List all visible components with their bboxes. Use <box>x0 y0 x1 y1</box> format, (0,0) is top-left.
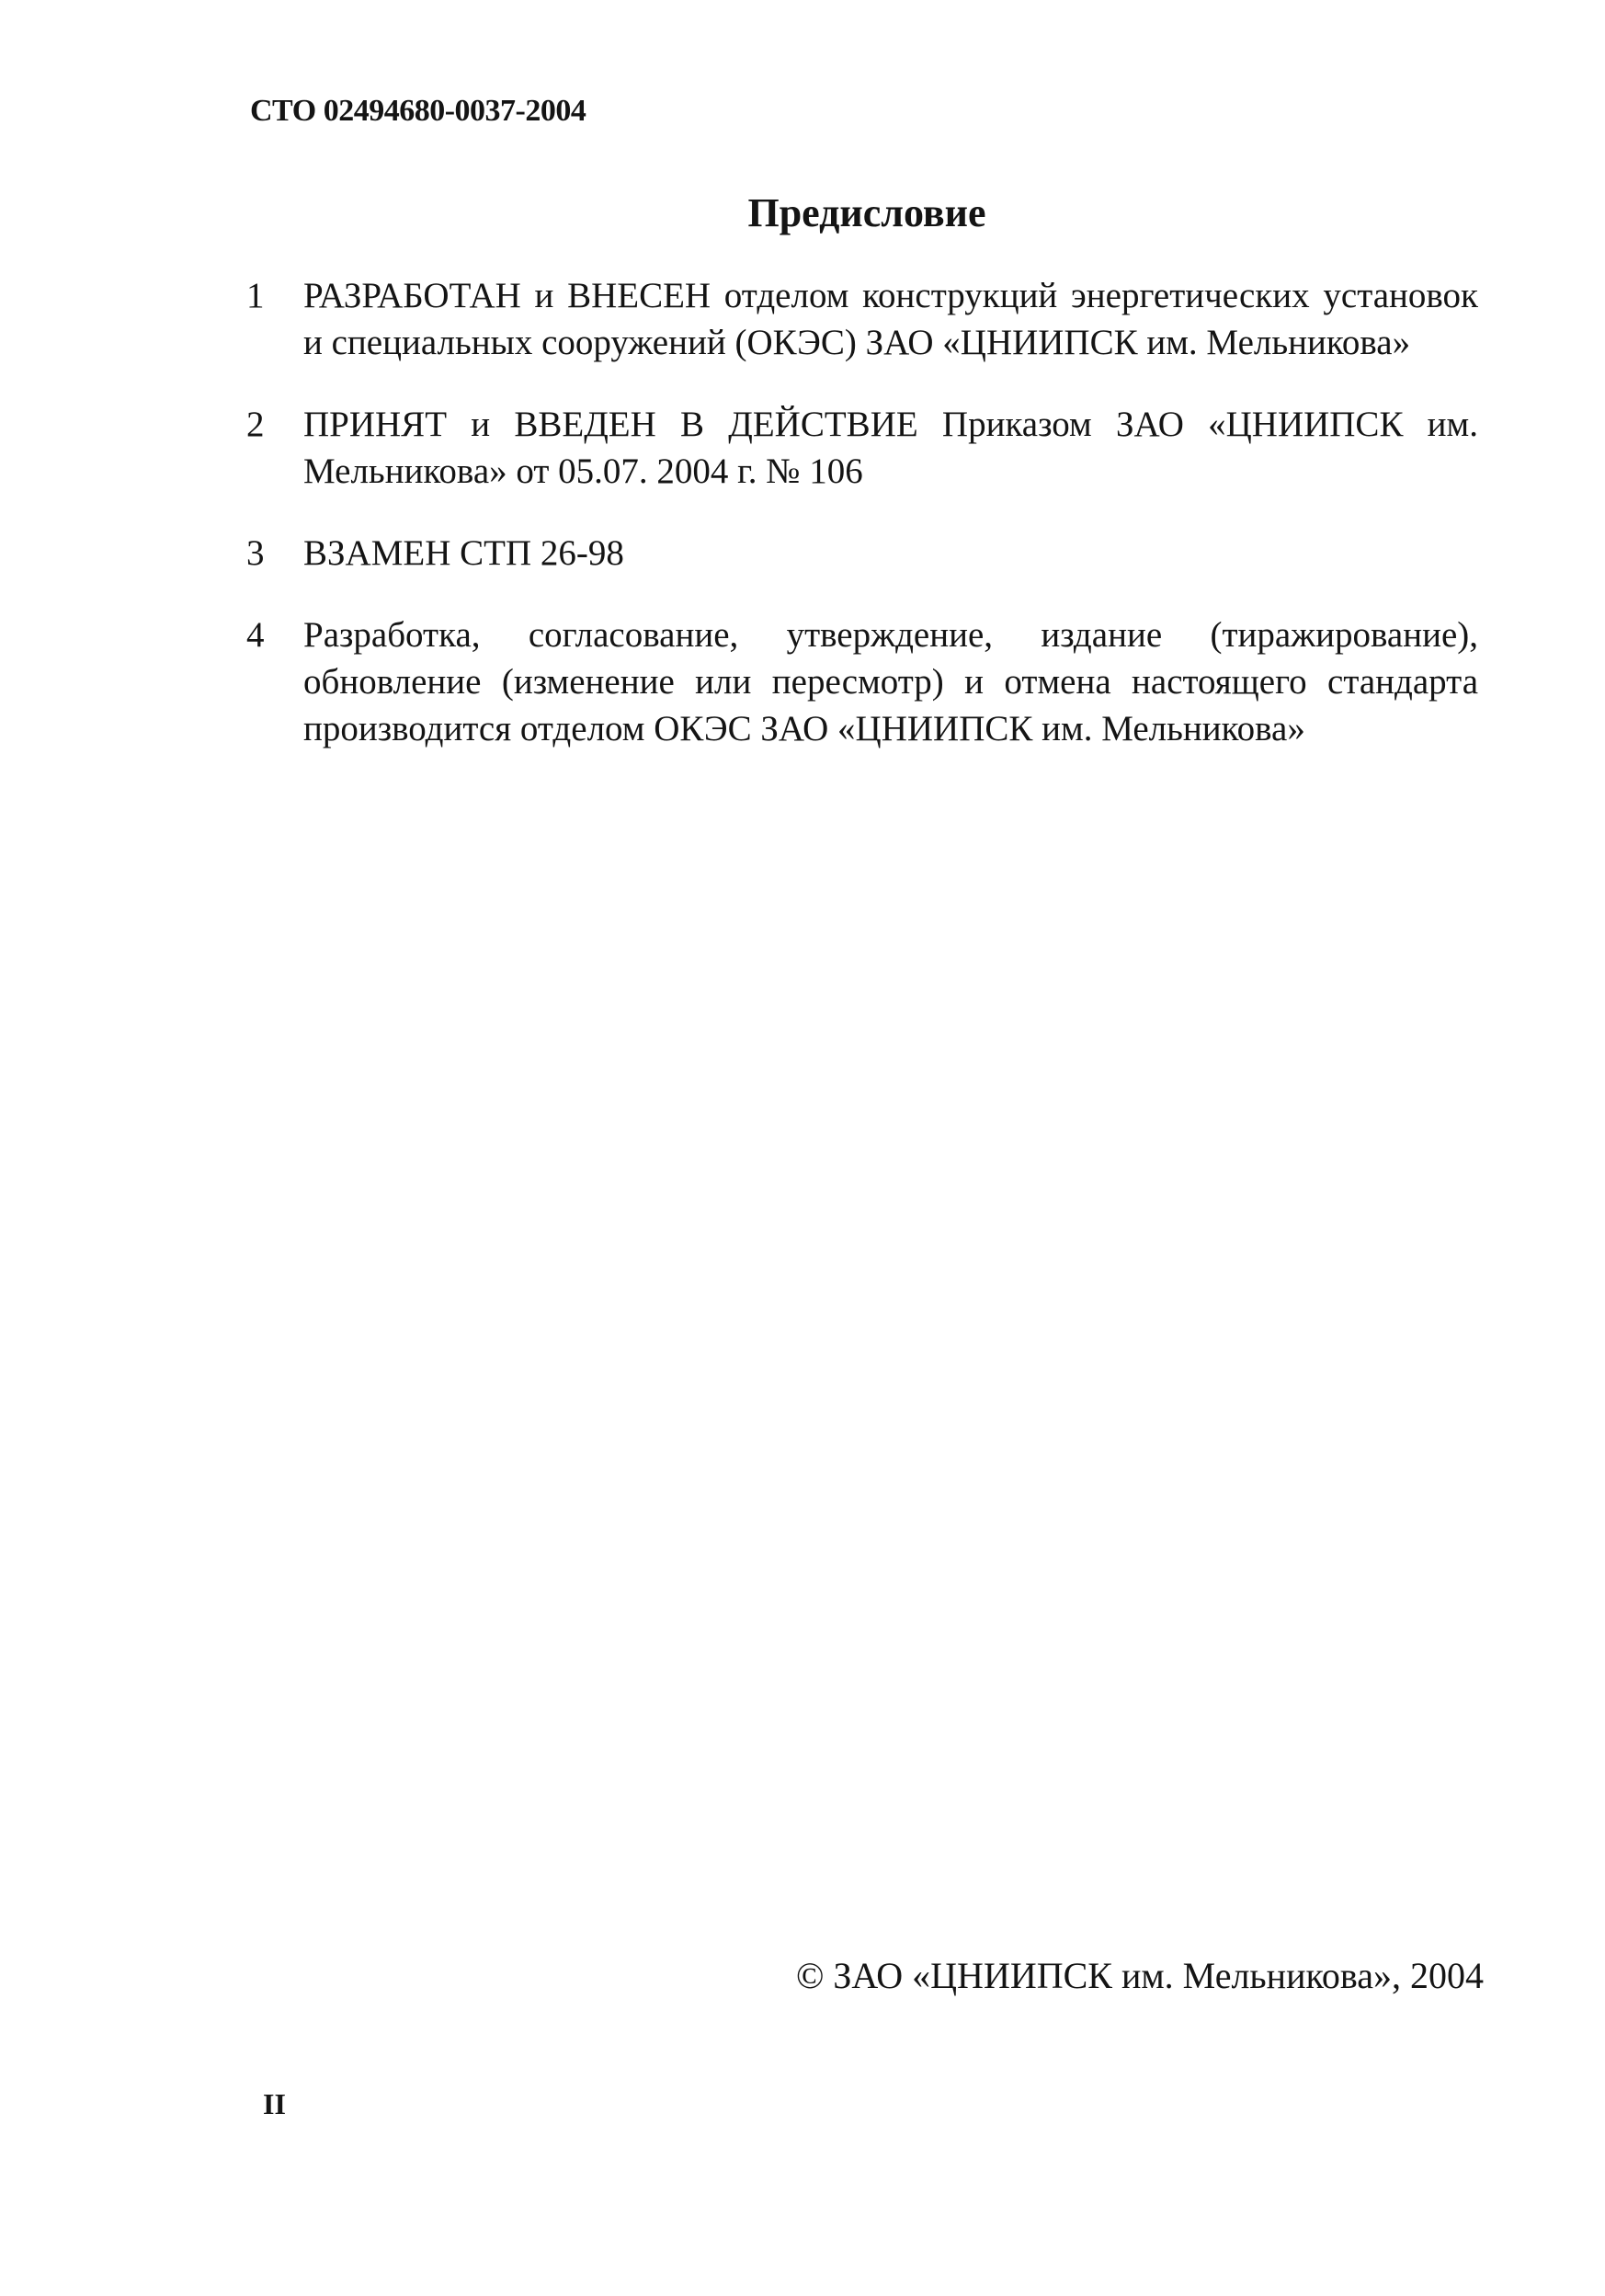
foreword-item <box>246 401 1478 495</box>
item-number: 3 <box>246 533 265 573</box>
item-number: 2 <box>246 405 265 444</box>
item-number: 4 <box>246 615 265 655</box>
item-number: 1 <box>246 276 265 315</box>
item-text: ВЗАМЕН СТП 26-98 <box>303 533 624 573</box>
page-number: II <box>263 2087 286 2120</box>
document-code: СТО 02494680-0037-2004 <box>250 94 586 128</box>
foreword-list <box>246 272 1478 787</box>
copyright-notice: © ЗАО «ЦНИИПСК им. Мельникова», 2004 <box>795 1955 1484 1996</box>
page-title: Предисловие <box>747 190 986 235</box>
foreword-item <box>246 530 1478 577</box>
foreword-item <box>246 272 1478 366</box>
item-text: Разработка, согласование, утверждение, издание (тиражирование), обновление (изменение или пересмотр) и отмена настоящего стандарта производится отделом ОКЭС ЗАО «ЦНИИПСК им. Мельникова» <box>303 615 1478 748</box>
foreword-item <box>246 611 1478 752</box>
item-text: ПРИНЯТ и ВВЕДЕН В ДЕЙСТВИЕ Приказом ЗАО «ЦНИИПСК им. Мельникова» от 05.07. 2004 г. № 106 <box>303 405 1478 491</box>
item-text: РАЗРАБОТАН и ВНЕСЕН отделом конструкций энергетических установок и специальных сооружений (ОКЭС) ЗАО «ЦНИИПСК им. Мельникова» <box>303 276 1478 362</box>
